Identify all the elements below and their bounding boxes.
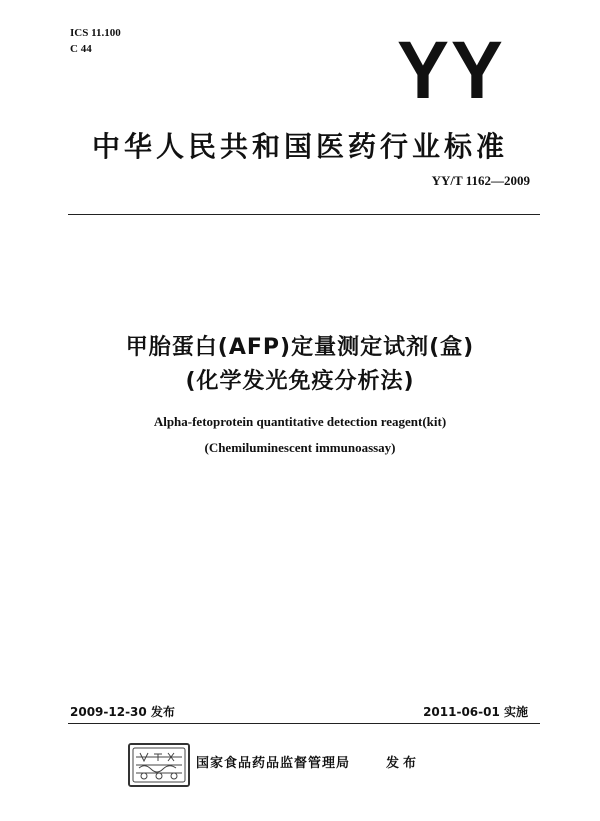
publish-date: 2009-12-30 发布 [70,705,175,719]
ccs-code: C 44 [70,43,92,55]
title-en-line1: Alpha-fetoprotein quantitative detection reagent(kit) [153,414,447,429]
header-divider [68,214,540,215]
organization-title: 中华人民共和国医药行业标准 [91,130,508,163]
ics-code: ICS 11.100 [70,27,121,39]
title-zh-line1: 甲胎蛋白(AFP)定量测定试剂(盒) [125,335,475,360]
classification-codes [70,25,121,57]
title-zh-line2: (化学发光免疫分析法) [185,369,415,394]
seal-graphic [130,745,188,785]
footer-divider [68,723,540,724]
title-en-line2: (Chemiluminescent immunoassay) [204,440,396,455]
implement-date: 2011-06-01 实施 [423,705,528,719]
standard-number: YY/T 1162—2009 [431,173,530,188]
issue-label: 发布 [386,756,421,771]
issuing-authority: 国家食品药品监督管理局 [196,756,351,771]
category-mark: YY [397,25,505,116]
publisher-seal [128,743,190,787]
